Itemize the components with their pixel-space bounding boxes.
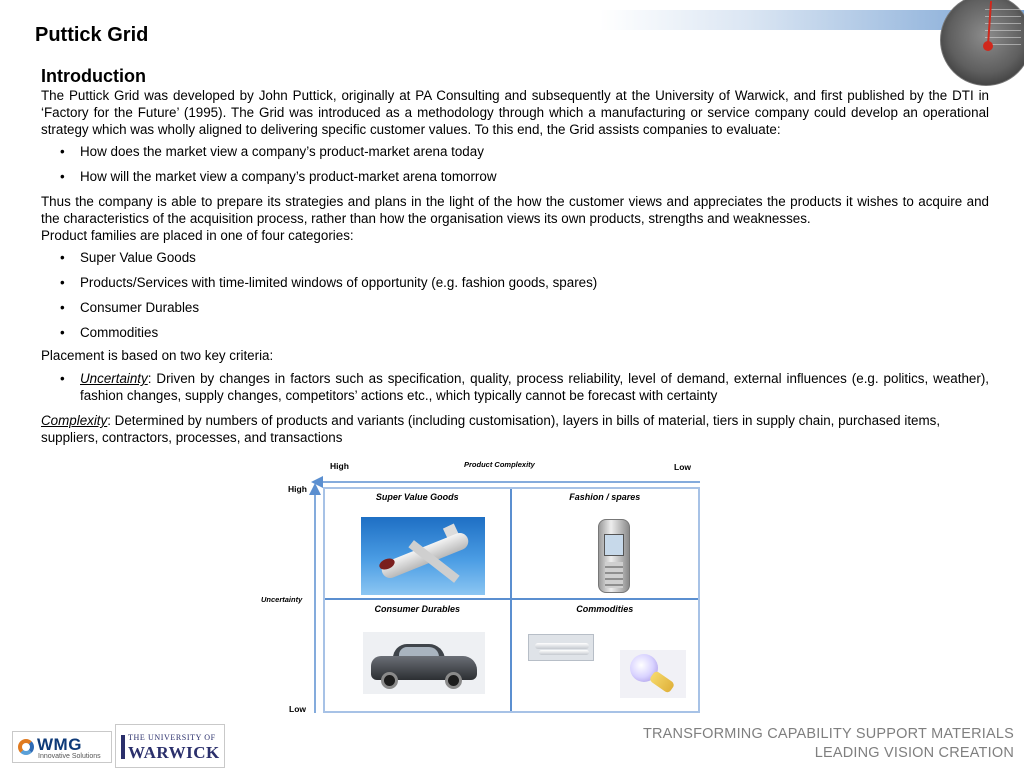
clock-hub xyxy=(983,41,993,51)
clock-icon xyxy=(940,0,1024,86)
intro-content xyxy=(41,87,989,446)
footer-tagline-1: TRANSFORMING CAPABILITY SUPPORT MATERIALS xyxy=(642,726,1014,742)
list-item: • Products/Services with time-limited windows of opportunity (e.g. fashion goods, spares) xyxy=(41,274,989,291)
quadrant-label: Consumer Durables xyxy=(374,604,461,614)
warwick-logo-the: THE UNIVERSITY OF xyxy=(128,733,216,742)
y-axis-low-label: Low xyxy=(289,704,306,714)
uncertainty-term: Uncertainty xyxy=(80,371,148,386)
warwick-logo xyxy=(115,724,225,768)
list-item: • Commodities xyxy=(41,324,989,341)
wmg-logo-subtext: Innovative Solutions xyxy=(38,753,101,760)
section-heading: Introduction xyxy=(41,66,146,86)
complexity-definition: : Determined by numbers of products and variants (including customisation), layers in bills of material, tiers in supply chain, purchased items, suppliers, contractors, processes, and transactions xyxy=(41,413,941,445)
complexity-term: Complexity xyxy=(41,413,108,428)
puttick-grid-diagram xyxy=(255,455,715,720)
quadrant-label: Fashion / spares xyxy=(569,492,641,502)
wmg-logo xyxy=(12,731,112,763)
list-item: • Super Value Goods xyxy=(41,249,989,266)
light-bulb-image xyxy=(620,650,686,698)
x-axis-high-label: High xyxy=(330,461,349,471)
quadrant-commodities xyxy=(512,600,699,711)
complexity-paragraph xyxy=(41,412,989,446)
categories-list xyxy=(41,249,989,341)
list-item: • Consumer Durables xyxy=(41,299,989,316)
quadrant-label: Super Value Goods xyxy=(375,492,459,502)
footer-tagline-2: LEADING VISION CREATION xyxy=(814,745,1014,761)
intro-paragraph: The Puttick Grid was developed by John Puttick, originally at PA Consulting and subsequently at the University of Warwick, and first published by the DTI in ‘Factory for the Future’ (1995). The Grid was introduced as a methodology through which a manufacturing or service company could develop an operational strategy which was wholly aligned to delivering specific customer values. To this end, the Grid assists companies to evaluate: xyxy=(41,88,989,137)
quadrant-fashion-spares xyxy=(512,489,699,600)
criteria-list xyxy=(41,370,989,404)
quadrant-label: Commodities xyxy=(576,604,634,614)
y-axis-title: Uncertainty xyxy=(261,595,303,604)
quadrant-super-value-goods xyxy=(325,489,512,600)
categories-intro: Product families are placed in one of four categories: xyxy=(41,228,354,243)
y-axis-high-label: High xyxy=(288,484,307,494)
page-title: Puttick Grid xyxy=(35,24,149,46)
list-item: • How does the market view a company’s product-market arena today xyxy=(41,143,989,160)
mobile-phone-image xyxy=(598,519,630,593)
airplane-image xyxy=(361,517,485,595)
evaluate-list xyxy=(41,143,989,185)
list-item-uncertainty xyxy=(41,370,989,404)
warwick-logo-name: WARWICK xyxy=(128,743,220,762)
car-image xyxy=(363,632,485,694)
x-axis-low-label: Low xyxy=(674,462,691,472)
quadrant-consumer-durables xyxy=(325,600,512,711)
grid-box xyxy=(323,487,700,713)
list-item: • How will the market view a company’s product-market arena tomorrow xyxy=(41,168,989,185)
warwick-crest-icon xyxy=(121,735,125,759)
uncertainty-definition: : Driven by changes in factors such as specification, quality, process reliability, level of demand, external influences (e.g. politics, weather), fashion changes, supply changes, competitors’ actions etc., which typically cannot be forecast with certainty xyxy=(80,371,989,403)
fluorescent-tube-image xyxy=(528,634,594,661)
wmg-logo-text: WMG xyxy=(37,735,82,754)
criteria-intro: Placement is based on two key criteria: xyxy=(41,348,274,363)
wmg-mark-icon xyxy=(18,739,34,755)
x-axis-title: Product Complexity xyxy=(464,460,535,469)
strategy-paragraph: Thus the company is able to prepare its strategies and plans in the light of the how the customer views and appreciates the products it wishes to acquire and the characteristics of the acquisition process, rather than how the organisation views its own products, strengths and weaknesses. xyxy=(41,194,989,226)
